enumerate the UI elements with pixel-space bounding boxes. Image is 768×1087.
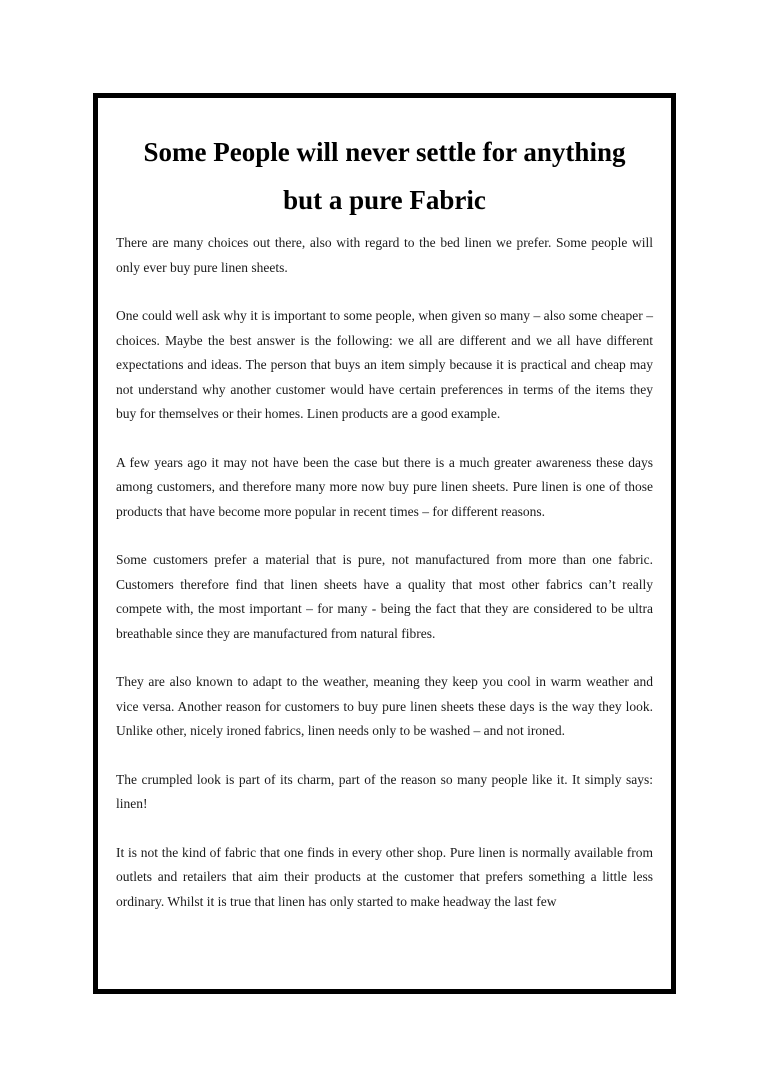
- page-frame: [93, 93, 676, 994]
- paragraph-2: One could well ask why it is important to some people, when given so many – also some cheaper – choices. Maybe the best answer is the following: we all are different and we all have different expectations and ideas. The person that buys an item simply because it is practical and cheap may not understand why another customer would have certain preferences in terms of the items they buy for themselves or their homes. Linen products are a good example.: [116, 308, 653, 421]
- document-body: [116, 231, 653, 938]
- document-title: [98, 128, 671, 224]
- title-line-1: Some People will never settle for anything: [143, 137, 626, 167]
- paragraph-6: The crumpled look is part of its charm, part of the reason so many people like it. It simply says: linen!: [116, 771, 653, 811]
- paragraph-3: A few years ago it may not have been the case but there is a much greater awareness these days among customers, and therefore many more now buy pure linen sheets. Pure linen is one of those products that have become more popular in recent times – for different reasons.: [116, 454, 653, 519]
- paragraph-5: They are also known to adapt to the weather, meaning they keep you cool in warm weather and vice versa. Another reason for customers to buy pure linen sheets these days is the way they look. Unlike other, nicely ironed fabrics, linen needs only to be washed – and not ironed.: [116, 674, 653, 738]
- title-line-2: but a pure Fabric: [283, 185, 486, 215]
- paragraph-1: There are many choices out there, also with regard to the bed linen we prefer. Some people will only ever buy pure linen sheets.: [116, 235, 653, 275]
- paragraph-7: It is not the kind of fabric that one finds in every other shop. Pure linen is normally available from outlets and retailers that aim their products at the customer that prefers something a little less ordinary. Whilst it is true that linen has only started to make headway the last few: [116, 844, 653, 909]
- paragraph-4: Some customers prefer a material that is pure, not manufactured from more than one fabric. Customers therefore find that linen sheets have a quality that most other fabrics can’t really compete with, the most important – for many - being the fact that they are considered to be ultra breathable since they are manufactured from natural fibres.: [116, 552, 653, 641]
